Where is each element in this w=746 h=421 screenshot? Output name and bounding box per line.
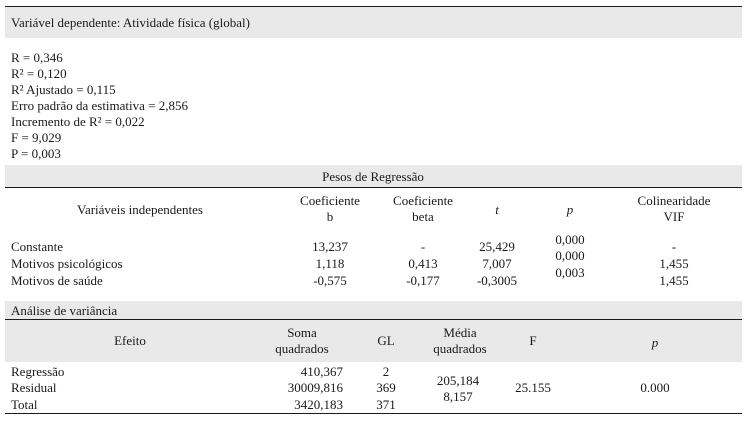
ms-residual: 8,157 (443, 389, 473, 404)
table-row-p: 0,000 (555, 248, 585, 263)
stat-p: P = 0,003 (11, 146, 61, 161)
table-row-b: 13,237 (312, 239, 348, 254)
stat-r2: R² = 0,120 (11, 66, 67, 81)
header-t: t (495, 202, 499, 217)
table-row-ss: 30009,816 (287, 380, 343, 395)
table-row-beta: -0,177 (406, 273, 440, 288)
header-ms-1: Média (443, 325, 477, 340)
stat-std-error: Erro padrão da estimativa = 2,856 (11, 98, 188, 113)
header-ss-1: Soma (287, 325, 317, 340)
header-coef-beta-2: beta (412, 209, 434, 224)
dependent-variable-label: Variável dependente: Atividade física (global) (11, 15, 250, 30)
table-row-name: Motivos de saúde (11, 273, 103, 288)
header-coef-beta-1: Coeficiente (393, 193, 453, 208)
table-row-effect: Regressão (11, 364, 65, 379)
header-p: p (651, 335, 659, 350)
regression-title-rule (5, 187, 742, 188)
table-row-b: 1,118 (315, 256, 345, 271)
header-vif-2: VIF (663, 209, 685, 224)
anova-title: Análise de variância (11, 303, 118, 318)
table-row-beta: - (420, 239, 426, 254)
header-f: F (529, 333, 537, 348)
header-p: p (566, 202, 574, 217)
header-ss-2: quadrados (275, 341, 329, 356)
stat-r: R = 0,346 (11, 50, 63, 65)
table-row-vif: - (671, 239, 677, 254)
header-effect: Efeito (114, 333, 146, 348)
table-row-gl: 369 (376, 380, 396, 395)
table-row-gl: 371 (376, 397, 396, 412)
header-coef-b-1: Coeficiente (300, 193, 360, 208)
table-row-effect: Total (11, 397, 38, 412)
table-row-t: 7,007 (482, 256, 512, 271)
table-row-t: 25,429 (479, 239, 515, 254)
header-coef-b-2: b (326, 209, 334, 224)
header-ms-2: quadrados (433, 341, 487, 356)
table-row-name: Constante (11, 239, 63, 254)
bottom-rule (5, 413, 742, 414)
table-row-p: 0,003 (555, 265, 585, 280)
header-variables: Variáveis independentes (77, 202, 203, 217)
header-gl: GL (377, 333, 395, 348)
table-row-b: -0,575 (313, 273, 347, 288)
f-value: 25.155 (515, 380, 551, 395)
table-row-name: Motivos psicológicos (11, 256, 123, 271)
table-row-effect: Residual (11, 380, 57, 395)
table-row-t: -0,3005 (476, 273, 518, 288)
table-row-gl: 2 (382, 364, 390, 379)
ms-regression: 205,184 (436, 373, 480, 388)
table-row-p: 0,000 (555, 232, 585, 247)
table-row-vif: 1,455 (659, 256, 689, 271)
stat-f: F = 9,029 (11, 130, 62, 145)
p-value: 0.000 (640, 380, 670, 395)
table-row-ss: 410,367 (300, 364, 343, 379)
header-vif-1: Colinearidade (637, 193, 711, 208)
table-row-beta: 0,413 (408, 256, 438, 271)
table-row-vif: 1,455 (659, 273, 689, 288)
regression-title: Pesos de Regressão (322, 169, 424, 184)
stat-r2-adjusted: R² Ajustado = 0,115 (11, 82, 116, 97)
table-row-ss: 3420,183 (294, 397, 343, 412)
stat-r2-increment: Incremento de R² = 0,022 (11, 114, 145, 129)
